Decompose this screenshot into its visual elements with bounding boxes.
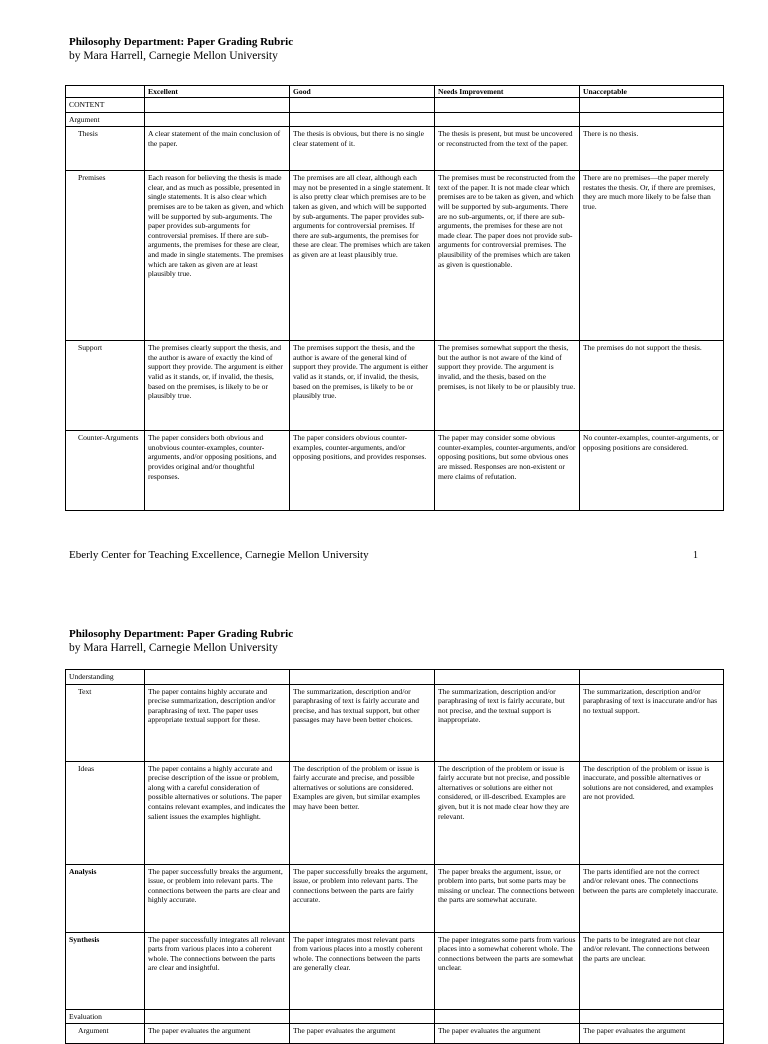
section-row-content xyxy=(66,98,724,113)
table-row xyxy=(66,932,724,1009)
rubric-table-page2 xyxy=(65,669,724,1044)
table-row xyxy=(66,127,724,171)
header-row xyxy=(66,86,724,98)
cell-needs-improvement: The paper integrates some parts from various places into a somewhat coherent whole. The connections between the parts are somewhat unclear. xyxy=(435,932,580,1009)
header-unacceptable: Unacceptable xyxy=(580,86,724,98)
cell-needs-improvement: The summarization, description and/or paraphrasing of text is fairly accurate, but not precise, and the textual support is inappropriate. xyxy=(435,684,580,761)
cell-needs-improvement: The paper evaluates the argument xyxy=(435,1024,580,1044)
header-good: Good xyxy=(290,86,435,98)
cell-excellent: Each reason for believing the thesis is made clear, and as much as possible, presented in single statements. It is also clear which premises are to be taken as given, and which will be supported by sub-arguments. The paper provides sub-arguments for controversial premises. If there are sub-arguments, the premises for these are clear, and made in single statements. The premises which are taken as given are at least plausibly true. xyxy=(145,171,290,341)
rubric-table-page1 xyxy=(65,85,724,511)
cell-excellent: The paper successfully breaks the argument, issue, or problem into relevant parts. The connections between the parts are clear and highly accurate. xyxy=(145,864,290,932)
page2-title: Philosophy Department: Paper Grading Rubric xyxy=(69,628,294,640)
page1-subtitle: by Mara Harrell, Carnegie Mellon University xyxy=(69,50,278,62)
row-label-counter-arguments: Counter-Arguments xyxy=(66,431,145,511)
cell-good: The summarization, description and/or paraphrasing of text is fairly accurate and precise, and has textual support, but other passages may have been better choices. xyxy=(290,684,435,761)
table-row xyxy=(66,864,724,932)
table-row xyxy=(66,1024,724,1044)
cell-needs-improvement: The premises must be reconstructed from the text of the paper. It is not made clear which premises are to be taken as given, and which will be supported by sub-arguments. There are no sub-arguments, or, if there are sub-arguments, the premises for these are not made clear. The paper does not provide sub-arguments for controversial premises. The plausibility of the premises which are taken as given is questionable. xyxy=(435,171,580,341)
cell-needs-improvement: The paper breaks the argument, issue, or problem into parts, but some parts may be missing or unclear. The connections between the parts are somewhat accurate. xyxy=(435,864,580,932)
cell-needs-improvement: The premises somewhat support the thesis, but the author is not aware of the kind of support they provide. The argument is invalid, and the thesis, based on the premises, is not likely to be or plausibly true. xyxy=(435,341,580,431)
section-row-evaluation xyxy=(66,1009,724,1024)
cell-needs-improvement: The description of the problem or issue is fairly accurate but not precise, and possible alternatives or solutions are either not considered, or ill-described. Examples are given, but it is not made clear how they are relevant. xyxy=(435,761,580,864)
page-footer: Eberly Center for Teaching Excellence, Carnegie Mellon University xyxy=(69,549,369,561)
section-row-argument xyxy=(66,112,724,127)
table-row xyxy=(66,684,724,761)
cell-excellent: The paper evaluates the argument xyxy=(145,1024,290,1044)
cell-unacceptable: The parts identified are not the correct and/or relevant ones. The connections between the parts are completely inaccurate. xyxy=(580,864,724,932)
row-label-analysis: Analysis xyxy=(66,864,145,932)
cell-unacceptable: No counter-examples, counter-arguments, or opposing positions are considered. xyxy=(580,431,724,511)
section-label-evaluation: Evaluation xyxy=(66,1009,145,1024)
cell-needs-improvement: The thesis is present, but must be uncovered or reconstructed from the text of the paper. xyxy=(435,127,580,171)
header-needs-improvement: Needs Improvement xyxy=(435,86,580,98)
cell-excellent: The paper contains a highly accurate and precise description of the issue or problem, along with a careful consideration of possible alternatives or solutions. The paper contains relevant examples, and indicates the salient issues the examples highlight. xyxy=(145,761,290,864)
cell-unacceptable: The paper evaluates the argument xyxy=(580,1024,724,1044)
cell-good: The description of the problem or issue is fairly accurate and precise, and possible alternatives or solutions are considered. Examples are given, but similar examples may have been better. xyxy=(290,761,435,864)
table-row xyxy=(66,761,724,864)
cell-unacceptable: There is no thesis. xyxy=(580,127,724,171)
cell-good: The premises are all clear, although each may not be presented in a single statement. It is also pretty clear which premises are to be taken as given, and which will be supported by sub-arguments. The paper provides sub-arguments for controversial premises. If there are sub-arguments, the premises for these are clear. The premises which are taken as given are at least plausibly true. xyxy=(290,171,435,341)
cell-good: The paper evaluates the argument xyxy=(290,1024,435,1044)
cell-good: The premises support the thesis, and the author is aware of the general kind of support they provide. The argument is either valid as it stands, or, if invalid, the thesis, based on the premises, is likely to be or plausibly true. xyxy=(290,341,435,431)
cell-excellent: The paper contains highly accurate and precise summarization, description and/or paraphrasing of text. The paper uses appropriate textual support for these. xyxy=(145,684,290,761)
cell-good: The thesis is obvious, but there is no single clear statement of it. xyxy=(290,127,435,171)
cell-good: The paper integrates most relevant parts from various places into a mostly coherent whole. The connections between the parts are generally clear. xyxy=(290,932,435,1009)
cell-excellent: The premises clearly support the thesis, and the author is aware of exactly the kind of support they provide. The argument is either valid as it stands, or, if invalid, the thesis, based on the premises, is likely to be or plausibly true. xyxy=(145,341,290,431)
row-label-support: Support xyxy=(66,341,145,431)
cell-excellent: The paper considers both obvious and unobvious counter-examples, counter-arguments, and/or opposing positions, and provides original and/or thoughtful responses. xyxy=(145,431,290,511)
row-label-ideas: Ideas xyxy=(66,761,145,864)
table-row xyxy=(66,431,724,511)
section-label-content: CONTENT xyxy=(66,98,145,113)
cell-unacceptable: The parts to be integrated are not clear and/or relevant. The connections between the parts are unclear. xyxy=(580,932,724,1009)
section-label-understanding: Understanding xyxy=(66,670,145,685)
table-row xyxy=(66,171,724,341)
header-excellent: Excellent xyxy=(145,86,290,98)
cell-excellent: A clear statement of the main conclusion of the paper. xyxy=(145,127,290,171)
cell-unacceptable: The description of the problem or issue is inaccurate, and possible alternatives or solutions are not considered, and examples are not provided. xyxy=(580,761,724,864)
row-label-premises: Premises xyxy=(66,171,145,341)
page1-title: Philosophy Department: Paper Grading Rubric xyxy=(69,36,294,48)
section-label-argument: Argument xyxy=(66,112,145,127)
cell-needs-improvement: The paper may consider some obvious counter-examples, counter-arguments, and/or opposing positions, but some obvious ones are missed. Responses are non-existent or mere claims of refutation. xyxy=(435,431,580,511)
table-row xyxy=(66,341,724,431)
page-number: 1 xyxy=(693,550,698,561)
row-label-argument: Argument xyxy=(66,1024,145,1044)
cell-excellent: The paper successfully integrates all relevant parts from various places into a coherent whole. The connections between the parts are clear and insightful. xyxy=(145,932,290,1009)
row-label-synthesis: Synthesis xyxy=(66,932,145,1009)
row-label-text: Text xyxy=(66,684,145,761)
cell-unacceptable: There are no premises—the paper merely restates the thesis. Or, if there are premises, they are much more likely to be false than true. xyxy=(580,171,724,341)
header-blank xyxy=(66,86,145,98)
cell-unacceptable: The premises do not support the thesis. xyxy=(580,341,724,431)
cell-good: The paper successfully breaks the argument, issue, or problem into relevant parts. The connections between the parts are fairly accurate. xyxy=(290,864,435,932)
row-label-thesis: Thesis xyxy=(66,127,145,171)
section-row-understanding xyxy=(66,670,724,685)
page2-subtitle: by Mara Harrell, Carnegie Mellon University xyxy=(69,642,278,654)
cell-good: The paper considers obvious counter-examples, counter-arguments, and/or opposing positions, and provides responses. xyxy=(290,431,435,511)
cell-unacceptable: The summarization, description and/or paraphrasing of text is inaccurate and/or has no textual support. xyxy=(580,684,724,761)
